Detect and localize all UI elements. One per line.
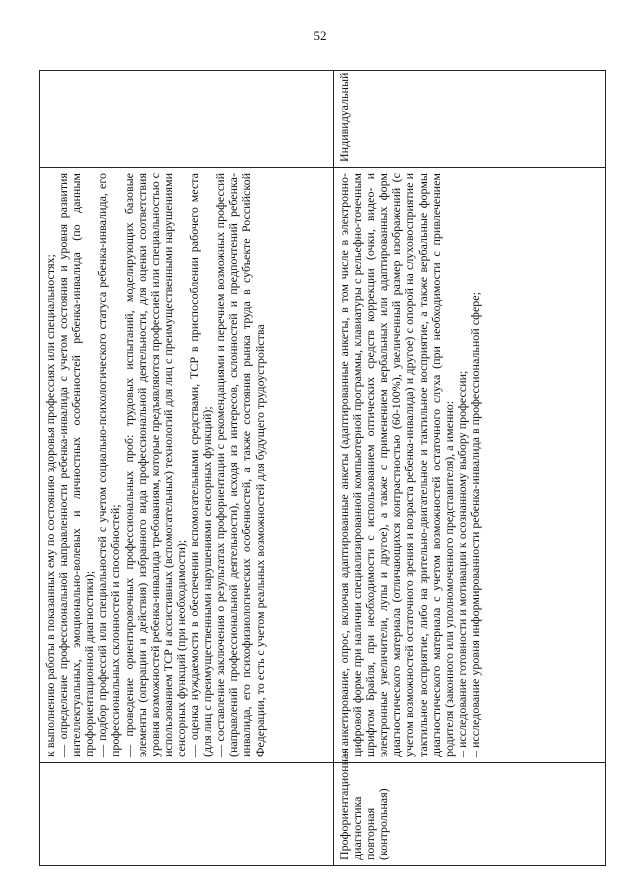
rotated-table-sheet [39,70,605,866]
rehabilitation-table [39,70,606,866]
table-row [334,71,606,866]
table-row [40,71,334,866]
content-line: — проведение ориентировочных профессиональных проб: трудовых испытаний, моделирующих базовые элементы (операции и действия) избранного вида профессиональной деятельности, для оценки соответствия уровня возможностей ребенка-инвалида требованиям, которые предъявляются профессией или специальностью с использованием ТСР и ассистивных (вспомогательных) технологий для лиц с преимущественными нарушениями сенсорных функций (при необходимости); [121,173,188,757]
content-line: — определение профессиональной направленности ребенка-инвалида с учетом состояния и уровня развития интеллектуальных, эмоционально-волевых и личностных особенностей ребенка-инвалида (по данным профориентационной диагностики); [56,173,97,757]
content-line: — составление заключения о результатах профориентации с рекомендациями и перечнем возможных профессий (направлений профессиональной деятельности), исходя из интересов, склонностей и предпочтений ребенка-инвалида, его психофизиологических особенностей, а также состояния рынка труда в субъекте Российской Федерации, то есть с учетом реальных возможностей для будущего трудоустройства [213,173,267,757]
content-line: — подбор профессий или специальностей с учетом социально-психологического статуса ребенка-инвалида, его профессиональных склонностей и способностей; [95,173,123,757]
content-line: – анкетирование, опрос, включая адаптированные анкеты (адаптированные анкеты, в том числе в электронно-цифровой форме при наличии специализированной компьютерной программы, клавиатуры с рельефно-точечным шрифтом Брайля, при необходимости с использованием оптических средств коррекции (очки, видео- и электронные увеличители, лупы и другое), а также с применением вербальных или адаптированных форм диагностического материала (отличающихся контрастностью (60-100%), увеличенный размер изображений (с учетом возможностей остаточного зрения и возраста ребенка-инвалида) и другое) с опорой на слуховосприятие и тактильное восприятие, либо на зрительно-двигательное и тактильное восприятие, а также вербальные формы диагностического материала с учетом возможностей остаточного слуха (при необходимости с привлечением родителя (законного или уполномоченного представителя), а именно: [337,173,456,757]
stage-cell [40,763,334,866]
content-cell [40,168,334,763]
stage-cell: Профориентационная диагностика повторная (контрольная) [334,763,606,866]
content-line: к выполнению работы в показанных ему по состоянию здоровья профессиях или специальностях; [43,254,57,757]
page-number: 52 [313,28,327,43]
content-line: — оценка нуждаемости в обеспечении вспомогательными средствами, ТСР в приспособлении рабочего места (для лиц с преимущественными нарушениями сенсорных функций); [187,173,215,757]
content-cell [334,168,606,763]
form-cell [40,71,334,168]
content-line: – исследование готовности и мотивации к осознанному выбору профессии; [454,370,469,757]
form-cell: Индивидуальный [334,71,606,168]
content-line: – исследование уровня информированности ребенка-инвалида в профессиональной сфере; [467,292,482,757]
